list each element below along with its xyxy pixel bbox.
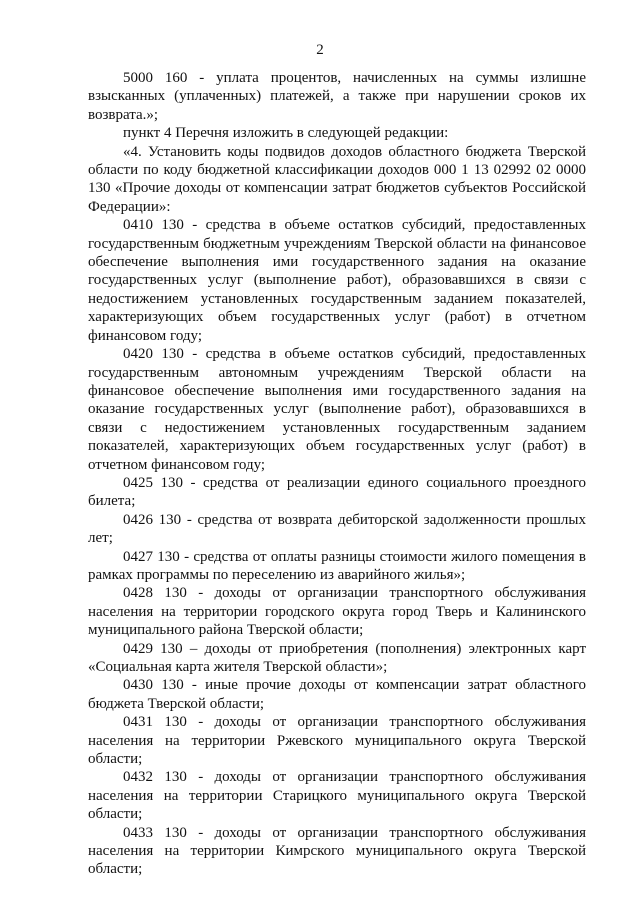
paragraph-code-0429: 0429 130 – доходы от приобретения (пополнения) электронных карт «Социальная карта жителя Тверской области»; <box>88 640 586 675</box>
paragraph-code-0427: 0427 130 - средства от оплаты разницы стоимости жилого помещения в рамках программы по переселению из аварийного жилья»; <box>88 548 586 583</box>
paragraph-code-0410: 0410 130 - средства в объеме остатков субсидий, предоставленных государственным бюджетным учреждениям Тверской области на финансовое обеспечение выполнения ими государственного задания на оказание государственных услуг (выполнение работ), образовавшихся в связи с недостижением установленных государственным заданием показателей, характеризующих объем государственных услуг (работ) в отчетном финансовом году; <box>88 217 586 344</box>
paragraph-amendment-intro: пункт 4 Перечня изложить в следующей редакции: <box>123 125 449 142</box>
page-number: 2 <box>316 42 324 58</box>
paragraph-code-0432: 0432 130 - доходы от организации транспортного обслуживания населения на территории Старицкого муниципального округа Тверской области; <box>88 769 586 823</box>
paragraph-interest-payment: 5000 160 - уплата процентов, начисленных на суммы излишне взысканных (уплаченных) платежей, а также при нарушении сроков их возврата.»; <box>88 70 586 123</box>
document-body <box>88 69 586 879</box>
paragraph-code-0425: 0425 130 - средства от реализации единого социального проездного билета; <box>88 474 586 510</box>
paragraph-code-0420: 0420 130 - средства в объеме остатков субсидий, предоставленных государственным автономным учреждениям Тверской области на финансовое обеспечение выполнения ими государственного задания на оказание государственных услуг (выполнение работ), образовавшихся в связи с недостижением установленных государственным заданием показателей, характеризующих объем государственных услуг (работ) в отчетном финансовом году; <box>88 346 586 473</box>
paragraph-code-0428: 0428 130 - доходы от организации транспортного обслуживания населения на территории городского округа город Тверь и Калининского муниципального района Тверской области; <box>88 585 586 639</box>
paragraph-code-0426: 0426 130 - средства от возврата дебиторской задолженности прошлых лет; <box>88 511 586 547</box>
paragraph-code-0433: 0433 130 - доходы от организации транспортного обслуживания населения на территории Кимрского муниципального округа Тверской области; <box>88 824 586 878</box>
paragraph-code-0431: 0431 130 - доходы от организации транспортного обслуживания населения на территории Ржевского муниципального округа Тверской области; <box>88 714 586 768</box>
paragraph-item-4: «4. Установить коды подвидов доходов областного бюджета Тверской области по коду бюджетной классификации доходов 000 1 13 02992 02 0000 130 «Прочие доходы от компенсации затрат бюджетов субъектов Российской Федерации»: <box>88 143 586 215</box>
paragraph-code-0430: 0430 130 - иные прочие доходы от компенсации затрат областного бюджета Тверской области; <box>88 677 586 712</box>
